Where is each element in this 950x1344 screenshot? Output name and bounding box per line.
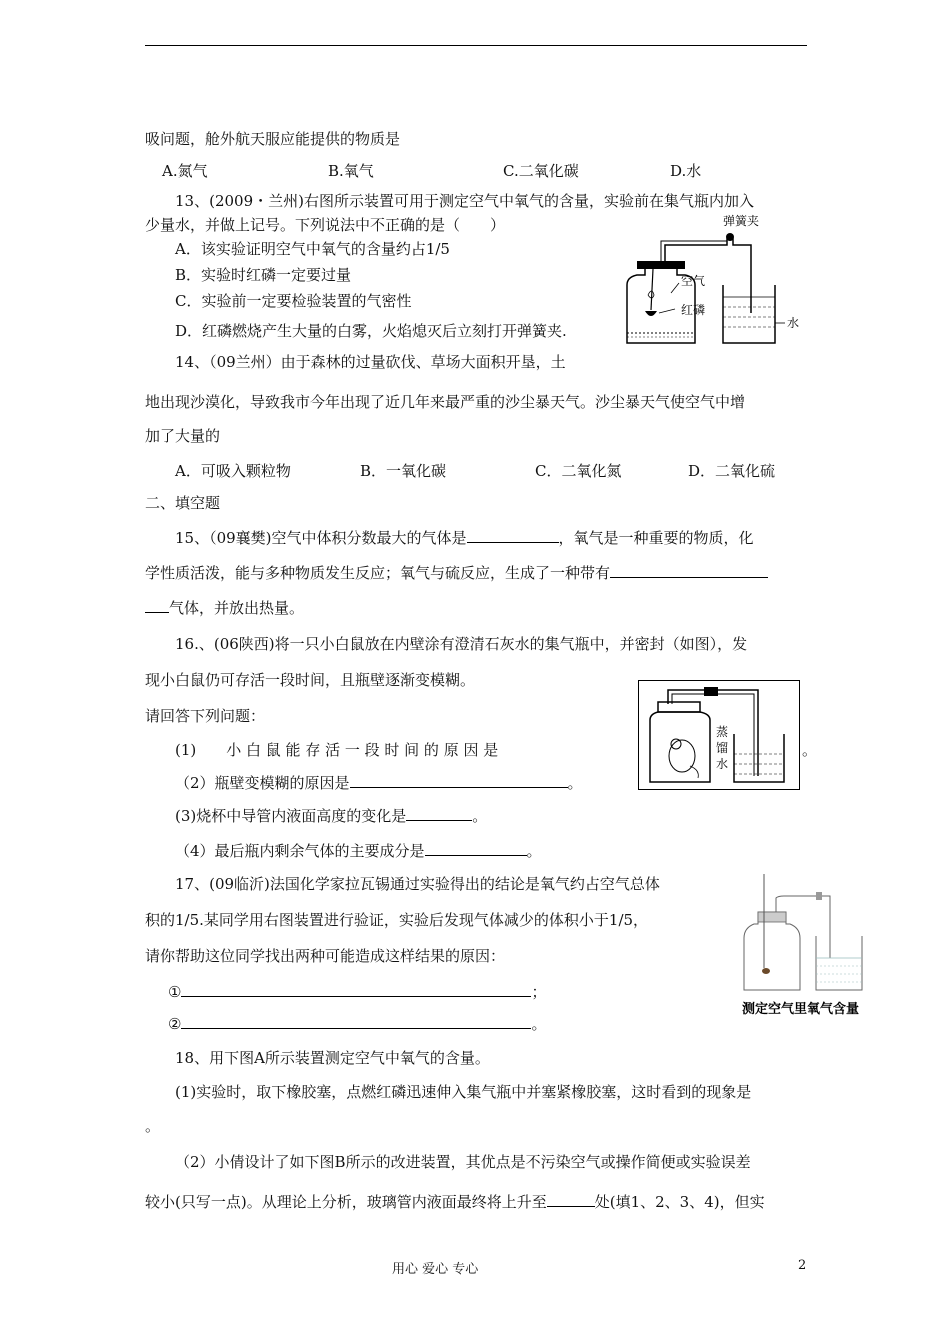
q17-blank-2[interactable] xyxy=(181,1014,531,1029)
q18-stem: 18、用下图A所示装置测定空气中氧气的含量。 xyxy=(175,1049,490,1067)
q16-blank-4[interactable] xyxy=(425,841,527,856)
q13-stem-2: 少量水，并做上记号。下列说法中不正确的是（ ） xyxy=(145,216,506,234)
q12-option-c: C.二氧化碳 xyxy=(503,162,579,180)
water-label: 水 xyxy=(787,316,800,330)
q17-blank-1[interactable] xyxy=(181,982,531,997)
q17-cause-2: ② 。 xyxy=(168,1015,547,1033)
q18-part-1: (1)实验时，取下橡胶塞，点燃红磷迅速伸入集气瓶中并塞紧橡胶塞，这时看到的现象是 xyxy=(175,1083,752,1101)
q17-stem-1: 17、(09临沂)法国化学家拉瓦锡通过实验得出的结论是氧气约占空气总体 xyxy=(175,875,660,893)
q14-option-c: C．二氧化氮 xyxy=(535,462,622,480)
q14-stem-1: 14、（09兰州）由于森林的过量砍伐、草场大面积开垦，土 xyxy=(175,353,566,371)
q13-option-c: C．实验前一定要检验装置的气密性 xyxy=(175,292,412,310)
q16-blank-3[interactable] xyxy=(406,806,472,821)
q16-stem-3: 请回答下列问题： xyxy=(145,707,266,725)
q13-option-d: D．红磷燃烧产生大量的白雾，火焰熄灭后立刻打开弹簧夹. xyxy=(175,322,567,340)
q15-line-1: 15、（09襄樊)空气中体积分数最大的气体是 ，氧气是一种重要的物质，化 xyxy=(175,529,754,547)
q15-line-2: 学性质活泼，能与多种物质发生反应；氧气与硫反应，生成了一种带有 xyxy=(145,563,768,583)
section-title-fill-in: 二、填空题 xyxy=(145,494,221,512)
q17-stem-2: 积的1/5.某同学用右图装置进行验证，实验后发现气体减少的体积小于1/5， xyxy=(145,911,649,929)
q17-oxygen-apparatus-figure xyxy=(734,868,884,1020)
q13-option-b: B．实验时红磷一定要过量 xyxy=(175,266,352,284)
q15-blank-2b[interactable] xyxy=(145,598,169,613)
q15-line-3: 气体，并放出热量。 xyxy=(145,598,304,618)
figure-caption: 测定空气里氧气含量 xyxy=(742,1002,860,1017)
q18-part-2-line-2: 较小(只写一点)。从理论上分析，玻璃管内液面最终将上升至 处(填1、2、3、4)，但实 xyxy=(145,1193,765,1211)
q18-part-1-end: 。 xyxy=(145,1117,161,1135)
q14-stem-3: 加了大量的 xyxy=(145,427,221,445)
q16-mouse-apparatus-figure xyxy=(638,680,800,790)
q18-part-2-line-1: （2）小倩设计了如下图B所示的改进装置，其优点是不污染空气或操作简便或实验误差 xyxy=(175,1153,751,1171)
q16-stem-1: 16.、(06陕西)将一只小白鼠放在内壁涂有澄清石灰水的集气瓶中，并密封（如图），发 xyxy=(175,635,748,653)
q16-part-4: （4）最后瓶内剩余气体的主要成分是 。 xyxy=(175,842,542,860)
q18-blank[interactable] xyxy=(547,1192,595,1207)
q15-blank-1[interactable] xyxy=(467,528,559,543)
header-rule xyxy=(145,45,807,46)
q12-stem-tail: 吸问题，舱外航天服应能提供的物质是 xyxy=(145,130,401,148)
q14-option-a: A．可吸入颗粒物 xyxy=(175,462,291,480)
footer-motto: 用心 爱心 专心 xyxy=(392,1262,479,1277)
q12-option-b: B.氧气 xyxy=(328,162,374,180)
water-label-char2: 馏 xyxy=(716,741,729,755)
page-number: 2 xyxy=(798,1258,807,1273)
q13-apparatus-figure xyxy=(615,205,810,350)
q16-blank-2[interactable] xyxy=(350,773,568,788)
distilled-water-label xyxy=(716,724,732,771)
q15-blank-2a[interactable] xyxy=(610,563,768,578)
q17-stem-3: 请你帮助这位同学找出两种可能造成这样结果的原因： xyxy=(145,947,506,965)
q16-part-2: （2）瓶壁变模糊的原因是 。 xyxy=(175,774,583,792)
q14-option-d: D．二氧化硫 xyxy=(688,462,776,480)
air-label: 空气 xyxy=(681,274,706,288)
water-label-char1: 蒸 xyxy=(716,725,729,739)
q12-option-a: A.氮气 xyxy=(162,162,208,180)
q12-option-d: D.水 xyxy=(670,162,702,180)
q13-stem-1: 13、(2009・兰州)右图所示装置可用于测定空气中氧气的含量，实验前在集气瓶内加入 xyxy=(175,192,754,210)
clip-label: 弹簧夹 xyxy=(723,214,760,228)
q14-option-b: B．一氧化碳 xyxy=(360,462,447,480)
q16-stem-2: 现小白鼠仍可存活一段时间，且瓶壁逐渐变模糊。 xyxy=(145,671,476,689)
q17-cause-1: ① ； xyxy=(168,983,547,1001)
q13-option-a: A．该实验证明空气中氧气的含量约占1/5 xyxy=(175,240,450,258)
water-label-char3: 水 xyxy=(716,757,729,771)
phosphorus-label: 红磷 xyxy=(681,303,706,317)
q16-part-1: (1) 小 白 鼠 能 存 活 一 段 时 间 的 原 因 是 xyxy=(175,741,499,759)
q16-part-1-end: 。 xyxy=(802,741,818,759)
q16-part-3: (3)烧杯中导管内液面高度的变化是 。 xyxy=(175,807,488,825)
q14-stem-2: 地出现沙漠化，导致我市今年出现了近几年来最严重的沙尘暴天气。沙尘暴天气使空气中增 xyxy=(145,393,746,411)
